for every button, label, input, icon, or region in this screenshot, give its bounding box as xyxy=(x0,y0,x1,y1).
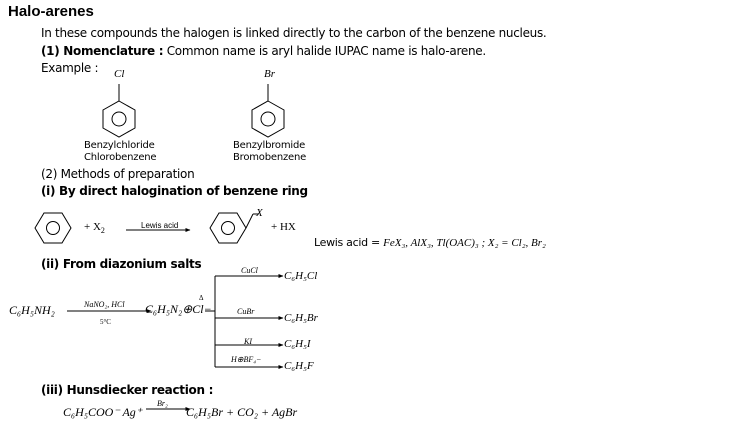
compound-1-common-name: Benzylchloride xyxy=(84,140,155,151)
example-label: Example : xyxy=(41,61,99,75)
compound-2-iupac-name: Bromobenzene xyxy=(233,152,307,163)
page-title: Halo-arenes xyxy=(8,3,94,20)
nomenclature-heading: (1) Nomenclature : xyxy=(41,44,164,58)
method1-x-substituent: X xyxy=(256,207,263,219)
nomenclature-text: Common name is aryl halide IUPAC name is halo-arene. xyxy=(163,44,486,58)
benzene-reactant-ring xyxy=(35,213,71,243)
compound-1-iupac-name: Chlorobenzene xyxy=(84,152,157,163)
aniline-reactant: C₆H₅NH₂ xyxy=(9,303,55,317)
hunsdiecker-products: C₆H₅Br + CO₂ + AgBr xyxy=(186,405,298,419)
preparation-heading: (2) Methods of preparation xyxy=(41,167,195,181)
branch-1-reagent: CuCl xyxy=(241,266,258,275)
branch-4-product: C₆H₅F xyxy=(284,360,314,372)
method2-heading: (ii) From diazonium salts xyxy=(41,257,202,271)
method3-heading: (iii) Hunsdiecker reaction : xyxy=(41,383,214,397)
method1-reagent-sub: 2 xyxy=(100,226,105,236)
bromine-substituent: Br xyxy=(264,68,275,80)
method1-catalyst: Lewis acid xyxy=(141,221,179,230)
delta-heat-label: Δ xyxy=(199,294,204,302)
lewis-acid-note-formula: FeX₃, AlX₃, Tl(OAC)₃ ; X₂ = Cl₂, Br₂ xyxy=(383,237,546,249)
chlorobenzene-ring xyxy=(103,84,135,137)
lewis-acid-note-prefix: Lewis acid = xyxy=(314,236,384,249)
diazotization-reagent: NaNO₂, HCl xyxy=(84,300,125,309)
diazonium-salt: C₆H₅N₂⊕Cl− xyxy=(145,302,212,316)
bromobenzene-ring xyxy=(252,84,284,137)
halobenzene-product-ring xyxy=(210,213,259,243)
diazotization-temperature: 5°C xyxy=(100,318,111,326)
branch-4-reagent: H⊕BF₄− xyxy=(231,355,262,364)
chlorine-substituent: Cl xyxy=(114,68,125,80)
branch-3-reagent: KI xyxy=(244,337,252,346)
method1-byproduct: + HX xyxy=(271,221,296,233)
intro-text: In these compounds the halogen is linked directly to the carbon of the benzene nucleus. xyxy=(41,26,547,40)
method1-heading: (i) By direct halogination of benzene ring xyxy=(41,184,308,198)
branch-2-reagent: CuBr xyxy=(237,307,255,316)
silver-benzoate-reactant: C₆H₅COO⁻ Ag⁺ xyxy=(63,405,143,419)
branch-3-product: C₆H₅I xyxy=(284,338,311,350)
compound-2-common-name: Benzylbromide xyxy=(233,140,306,151)
branch-2-product: C₆H₅Br xyxy=(284,312,318,324)
method1-reagent-text: + X xyxy=(84,221,101,233)
branch-1-product: C₆H₅Cl xyxy=(284,270,318,282)
hunsdiecker-reagent: Br₂ xyxy=(157,399,168,408)
